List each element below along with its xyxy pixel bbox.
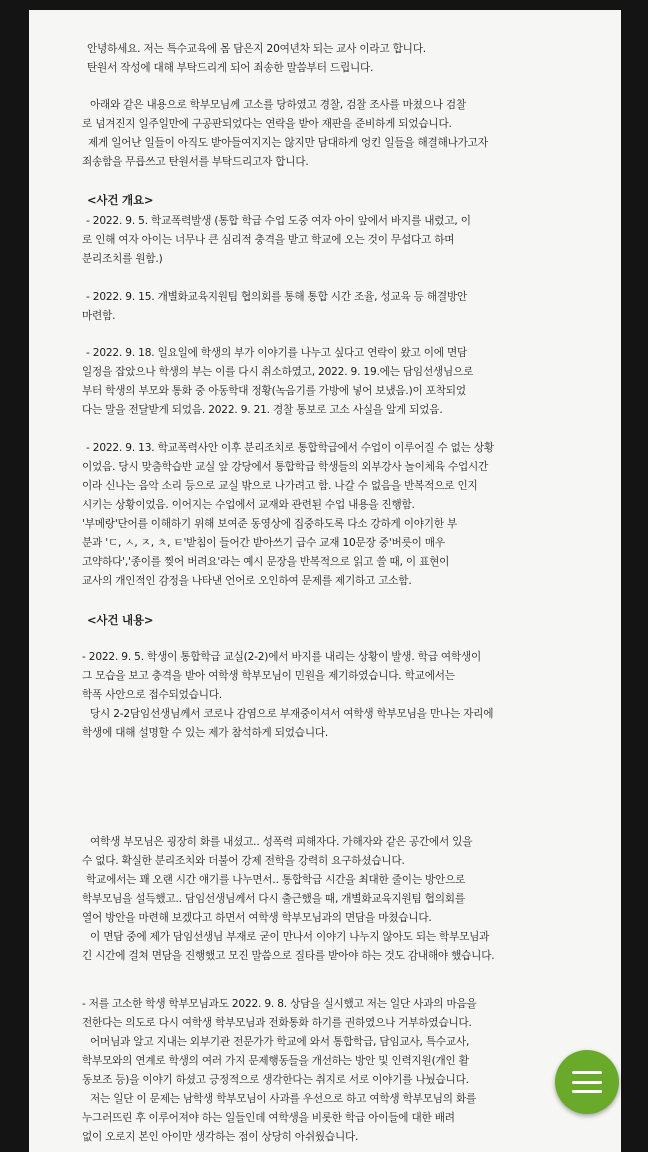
text-line: 제게 일어난 일들이 아직도 받아들여지지는 않지만 담대하게 엉킨 일들을 해결해나가고자	[88, 137, 488, 149]
text-line: 시키는 상황이었음. 이어지는 수업에서 교재와 관련된 수업 내용을 진행함.	[82, 499, 415, 511]
text-line: 다는 말을 전달받게 되었음. 2022. 9. 21. 경찰 통보로 고소 사실을 알게 되었음.	[82, 404, 443, 416]
overview-item-4	[82, 439, 621, 591]
heading-details: <사건 내용>	[87, 613, 154, 627]
details-item-2	[82, 833, 621, 966]
text-line: 탄원서 작성에 대해 부탁드리게 되어 죄송한 말씀부터 드립니다.	[87, 62, 374, 74]
text-line: - 2022. 9. 13. 학교폭력사안 이후 분리조치로 통합학급에서 수업이 이루어질 수 없는 상황	[86, 442, 494, 454]
paragraph-background	[82, 96, 621, 172]
text-line: 로 인해 여자 아이는 너무나 큰 심리적 충격을 받고 학교에 오는 것이 무섭다고 하며	[82, 234, 455, 246]
menu-bars	[572, 1071, 602, 1093]
text-line: 여학생 부모님은 굉장히 화를 내셨고.. 성폭력 피해자다. 가해자와 같은 공간에서 있을	[90, 836, 473, 848]
overview-item-1	[82, 212, 621, 269]
details-item-3	[82, 995, 621, 1147]
text-line: 그 모습을 보고 충격을 받아 여학생 학부모님이 민원을 제기하였습니다. 학교에서는	[82, 670, 455, 682]
text-line: 누그러뜨린 후 이루어져야 하는 일들인데 여학생을 비롯한 학급 아이들에 대한 배려	[82, 1112, 455, 1124]
text-line: 아래와 같은 내용으로 학부모님께 고소를 당하였고 경찰, 검찰 조사를 마쳤으나 검찰	[90, 99, 466, 111]
text-line: - 저를 고소한 학생 학부모님과도 2022. 9. 8. 상담을 실시했고 저는 일단 사과의 마음을	[82, 998, 477, 1010]
document-page	[29, 10, 621, 1152]
text-line: 없이 오로지 본인 아이만 생각하는 점이 상당히 아쉬웠습니다.	[82, 1131, 359, 1143]
text-line: 부터 학생의 부모와 통화 중 아동학대 정황(녹음기를 가방에 넣어 보냈음.)이 포착되었	[82, 385, 466, 397]
text-line: 분과 'ㄷ, ㅅ, ㅈ, ㅊ, ㅌ'받침이 들어간 받아쓰기 급수 교재 10문장 중'버릇이 매우	[82, 537, 445, 549]
text-line: 로 넘겨진지 일주일만에 구공판되었다는 연락을 받아 재판을 준비하게 되었습니다.	[82, 118, 452, 130]
text-line: 마련함.	[82, 310, 116, 322]
text-line: 수 없다. 확실한 분리조치와 더불어 강제 전학을 강력히 요구하셨습니다.	[82, 855, 405, 867]
text-line: 죄송함을 무릅쓰고 탄원서를 부탁드리고자 합니다.	[82, 156, 309, 168]
text-line: 이었음. 당시 맞춤학습반 교실 앞 강당에서 통합학급 학생들의 외부강사 놀이체육 수업시간	[82, 461, 489, 473]
text-line: 이 면담 중에 제가 담임선생님 부재로 굳이 만나서 이야기 나누지 않아도 되는 학부모님과	[90, 931, 490, 943]
text-line: '부메랑'단어를 이해하기 위해 보여준 동영상에 집중하도록 다소 강하게 이야기한 부	[82, 518, 458, 530]
text-line: 동보조 등)을 이야기 하셨고 긍정적으로 생각한다는 취지로 서로 이야기를 나눴습니다.	[82, 1074, 469, 1086]
text-line: - 2022. 9. 5. 학생이 통합학급 교실(2-2)에서 바지를 내리는 상황이 발생. 학급 여학생이	[82, 651, 482, 663]
text-line: 안녕하세요. 저는 특수교육에 몸 담은지 20여년차 되는 교사 이라고 합니다.	[87, 43, 426, 55]
text-line: - 2022. 9. 5. 학교폭력발생 (통합 학급 수업 도중 여자 아이 앞에서 바지를 내렸고, 이	[86, 215, 471, 227]
overview-item-3	[82, 344, 621, 420]
text-line: 이라 신나는 음악 소리 등으로 교실 밖으로 나가려고 함. 나갈 수 없음을 반복적으로 인지	[82, 480, 478, 492]
text-line: 학폭 사안으로 접수되었습니다.	[82, 689, 222, 701]
text-line: 저는 일단 이 문제는 남학생 학부모님이 사과를 우선으로 하고 여학생 학부모님의 화를	[90, 1093, 477, 1105]
overview-item-2	[82, 288, 621, 326]
details-item-1	[82, 648, 621, 743]
text-line: 어머님과 알고 지내는 외부기관 전문가가 학교에 와서 통합학급, 담임교사, 특수교사,	[90, 1036, 470, 1048]
text-line: 학부모와의 연계로 학생의 여러 가지 문제행동들을 개선하는 방안 및 인력지원(개인 활	[82, 1055, 469, 1067]
text-line: 전한다는 의도로 다시 여학생 학부모님과 전화통화 하기를 권하였으나 거부하였습니다.	[82, 1017, 472, 1029]
text-line: 고약하다','종이를 찢어 버려요'라는 예시 문장을 반복적으로 읽고 쓸 때, 이 표현이	[82, 556, 450, 568]
text-line: 교사의 개인적인 감정을 나타낸 언어로 오인하여 문제를 제기하고 고소함.	[82, 575, 412, 587]
text-line: 학부모님을 설득했고.. 담임선생님께서 다시 출근했을 때, 개별화교육지원팀 협의회를	[82, 893, 465, 905]
hamburger-menu-icon[interactable]	[555, 1050, 619, 1114]
text-line: 분리조치를 원함.)	[82, 253, 163, 265]
text-line: - 2022. 9. 18. 일요일에 학생의 부가 이야기를 나누고 싶다고 연락이 왔고 이에 면담	[86, 347, 468, 359]
text-line: 학교에서는 꽤 오랜 시간 얘기를 나누면서.. 통합학급 시간을 최대한 줄이는 방안으로	[86, 874, 466, 886]
text-line: 당시 2-2담임선생님께서 코로나 감염으로 부재중이셔서 여학생 학부모님을 만나는 자리에	[90, 708, 494, 720]
heading-overview: <사건 개요>	[87, 193, 154, 207]
text-line: 열어 방안을 마련해 보겠다고 하면서 여학생 학부모님과의 면담을 마쳤습니다.	[82, 912, 432, 924]
text-line: 긴 시간에 걸쳐 면담을 진행했고 모진 말씀으로 질타를 받아야 하는 것도 감내해야 했습니다.	[82, 950, 495, 962]
text-line: 학생에 대해 설명할 수 있는 제가 참석하게 되었습니다.	[82, 727, 329, 739]
intro-paragraph	[87, 40, 621, 78]
text-line: - 2022. 9. 15. 개별화교육지원팀 협의회를 통해 통합 시간 조율, 성교육 등 해결방안	[86, 291, 468, 303]
text-line: 일정을 잡았으나 학생의 부는 이를 다시 취소하였고, 2022. 9. 19.에는 담임선생님으로	[82, 366, 474, 378]
